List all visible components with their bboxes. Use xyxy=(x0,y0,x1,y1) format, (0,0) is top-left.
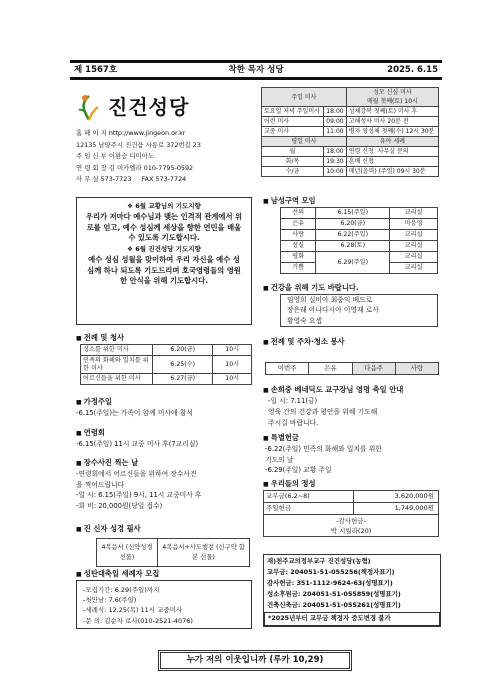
mass-cell: 09:00 xyxy=(324,117,347,127)
parish-emblem-icon xyxy=(76,92,102,122)
intention-cell: 성소를 위한 미사 xyxy=(81,345,153,356)
service-cell: 이번주 xyxy=(265,362,309,375)
mass-cell: 연령 신청 사무실 문의 xyxy=(346,147,438,157)
mass-cell: 매년(음력) (주일) 09시 30분 xyxy=(346,167,438,177)
mass-cell: 토요일 저녁 주일미사 xyxy=(262,107,324,117)
district-cell: 교리실 xyxy=(390,263,438,274)
district-meeting-table xyxy=(280,207,438,274)
bank-account-box xyxy=(263,554,441,627)
mass-cell: 19:30 xyxy=(324,157,347,167)
mass-cell: 18:00 xyxy=(324,147,347,157)
transcription-option: 4복음서+사도행전 (신구약 함본 선물) xyxy=(158,539,250,567)
council-contact: 연 령 회 장 김 미카엘라 010-7795-0592 xyxy=(76,163,194,172)
district-cell: 은유 xyxy=(281,219,316,230)
photo-day-text: -연령회에서 어르신들을 위하여 장수사진 을 찍어드립니다 -일 시: 6.15(주일) 9시, 11시 교중미사 후 -회 비: 20,000원(당일 접수) xyxy=(76,470,202,510)
district-cell: 교리실 xyxy=(390,208,438,219)
mass-cell: 11:00 xyxy=(324,127,347,137)
weekday-mass-header: 평일 미사 xyxy=(262,137,347,147)
baptism-header: 유아 세례 xyxy=(346,137,438,147)
photo-day-title: ■ 장수사진 찍는 날 xyxy=(76,458,138,468)
offering-title: ■ 우리들의 정성 xyxy=(263,479,316,489)
mass-cell: 혼배 신청 xyxy=(346,157,438,167)
devotion-mass-header: 성모 신심 미사 매월 첫째(토) 10시 xyxy=(346,88,438,107)
special-collection-title: ■ 특별헌금 xyxy=(263,433,299,443)
account-note: *2025년부터 교무금 책정자 중도변경 불가 xyxy=(264,612,440,625)
header-subtitle: 착한 목자 성당 xyxy=(228,64,284,75)
account-line: 재)천주교의정부교구 진건성당(농협) xyxy=(267,557,371,565)
funeral-society-title: ■ 연령회 xyxy=(76,428,105,438)
bible-transcription-table xyxy=(96,538,250,567)
parish-info xyxy=(76,128,256,186)
district-meeting-title: ■ 남성구역 모임 xyxy=(263,196,316,206)
parish-intention-text: 예수 성심 성월을 맞이하여 우리 자신을 예수 성심께 하나 되도록 기도드리며 호국영령들의 영원한 안식을 위해 기도합시다. xyxy=(87,255,241,286)
funeral-society-text: -6.15(주일) 11시 교중 미사 후(7교리실) xyxy=(76,440,199,448)
intention-cell: 어르신들을 위한 미사 xyxy=(81,374,153,385)
mass-cell: 교중 미사 xyxy=(262,127,324,137)
service-section-title: ■ 전례 및 주차·청소 봉사 xyxy=(263,337,345,347)
mass-cell: 수/금 xyxy=(262,167,324,177)
thanks-offering-cell: -감사헌금- 박 시월라(20) xyxy=(264,515,439,537)
mass-schedule-table xyxy=(261,87,439,177)
baptism-recruit-box: -모집기간: 6.29(주일)까지 -첫만남: 7.6(주일) -세례식: 12.25(목) 11시 교중미사 -문 의: 김순자 로사(010-2521-4076) xyxy=(76,580,252,629)
offering-cell: 교무금(6.2~8) xyxy=(264,491,354,503)
intention-mass-table xyxy=(80,344,252,385)
mass-cell: 화/목 xyxy=(262,157,324,167)
issue-date: 2025. 6.15 xyxy=(387,64,438,75)
district-cell: 6.15(주일) xyxy=(316,208,390,219)
bible-transcription-title: ■ 진 신자 성경 필사 xyxy=(76,524,141,534)
intention-cell: 6.27(금) xyxy=(153,374,213,385)
service-cell: 사랑 xyxy=(396,362,439,375)
district-cell: 기쁨 xyxy=(281,263,316,274)
bishop-feast-text: -일 시: 7.11(금) 영육 간의 건강과 평안을 위해 기도해 주시길 바랍니다. xyxy=(268,397,378,427)
pastor-name: 주 임 신 부 이환승 디미아노 xyxy=(76,152,155,161)
district-cell: 마음영 xyxy=(390,219,438,230)
account-line: 성소후원금: 204051-51-055859(성명표기) xyxy=(267,590,401,599)
sunday-mass-header: 주일 미사 xyxy=(262,88,347,107)
district-cell: 6.29(주일) xyxy=(316,252,390,274)
account-line: 감사헌금: 351-1112-9624-63(성명표기) xyxy=(267,579,393,588)
service-rotation-bar xyxy=(265,362,439,375)
district-cell: 6.22(주일) xyxy=(316,230,390,241)
mass-cell: 성체강복 첫째(토) 미사 후 xyxy=(346,107,438,117)
account-line: 건축신축금: 204051-51-055261(성명표기) xyxy=(267,601,401,610)
offering-cell: 1,749,000원 xyxy=(353,503,438,515)
mass-cell: 18:00 xyxy=(324,107,347,117)
sick-prayer-title: ■ 건강을 위해 기도 바랍니다. xyxy=(263,283,359,293)
family-week-text: -6.15(주일)는 가족이 함께 미사에 참석 xyxy=(76,409,193,417)
district-cell: 사랑 xyxy=(281,230,316,241)
account-line: 교무금: 204051-51-055256(책정자표기) xyxy=(267,568,395,577)
bishop-feast-title: ■ 손희중 베네딕도 교구장님 영명 축일 안내 xyxy=(263,385,403,395)
mass-cell: 월 xyxy=(262,147,324,157)
district-cell: 성실 xyxy=(281,241,316,252)
district-cell: 교리실 xyxy=(390,241,438,252)
intention-cell: 민족의 화해와 일치를 위한 미사 xyxy=(81,356,153,374)
intention-cell: 10시 xyxy=(213,374,252,385)
service-cell: 은유 xyxy=(309,362,352,375)
district-cell: 6.20(금) xyxy=(316,219,390,230)
office-contact: 사 무 실 573-7723 FAX 573-7724 xyxy=(76,175,187,184)
offering-cell: 주일헌금 xyxy=(264,503,354,515)
mass-cell: 10:00 xyxy=(324,167,347,177)
baptism-recruit-title: ■ 성탄대축일 세례자 모집 xyxy=(76,569,159,579)
intention-cell: 6.20(금) xyxy=(153,345,213,356)
parish-address: 12135 남양주시 진건읍 사릉로 372번길 23 xyxy=(76,140,201,149)
district-cell: 평화 xyxy=(281,252,316,263)
mass-cell: 고해성사 미사 20분 전 xyxy=(346,117,438,127)
parish-name: 진건성당 xyxy=(108,94,190,119)
pope-intention-text: 우리가 저마다 예수님과 맺는 인격적 관계에서 위로를 얻고, 예수 성심께 세상을 향한 연민을 배울 수 있도록 기도합시다. xyxy=(85,212,243,242)
pope-intention-title: ❖ 6월 교황님의 기도지향 xyxy=(127,202,201,210)
special-collection-text: -6.22(주일) 민족의 화해와 일치를 위한 기도의 날 -6.29(주일) 교황 주일 xyxy=(265,445,382,474)
service-cell: 다음주 xyxy=(353,362,396,375)
parish-logo xyxy=(76,90,226,124)
footer-verse: 누가 저의 이웃입니까 (루카 10,29) xyxy=(160,652,350,669)
sick-prayer-list: 임영희 실비아 최중익 베드로 장은래 아나다시아 이영재 로사 황영숙 요셉 xyxy=(280,294,438,327)
transcription-option: 4복음서 (신약성경 선물) xyxy=(97,539,158,567)
offering-table xyxy=(263,490,439,537)
bulletin-header xyxy=(70,60,442,80)
homepage-link[interactable]: 홈 페 이 지 http://www.jingeon.or.kr xyxy=(76,129,186,137)
offering-cell: 3,620,000원 xyxy=(353,491,438,503)
district-cell: 교리실 xyxy=(390,252,438,263)
liturgy-section-title: ■ 전례 및 청사 xyxy=(76,333,124,343)
mass-cell: 어린 미사 xyxy=(262,117,324,127)
intention-cell: 6.25(수) xyxy=(153,356,213,374)
district-cell: 선의 xyxy=(281,208,316,219)
parish-intention-title: ❖ 6월 진건성당 기도지향 xyxy=(127,245,201,254)
district-cell: 교리실 xyxy=(390,230,438,241)
mass-cell: 병자 영성체 첫째(수) 12시 30분 xyxy=(346,127,438,137)
intention-cell: 10시 xyxy=(213,356,252,374)
intention-cell: 10시 xyxy=(213,345,252,356)
issue-number: 제 1567호 xyxy=(74,64,118,75)
district-cell: 6.28(토) xyxy=(316,241,390,252)
family-week-title: ■ 가정주일 xyxy=(76,397,112,407)
prayer-intention-box xyxy=(76,197,252,325)
